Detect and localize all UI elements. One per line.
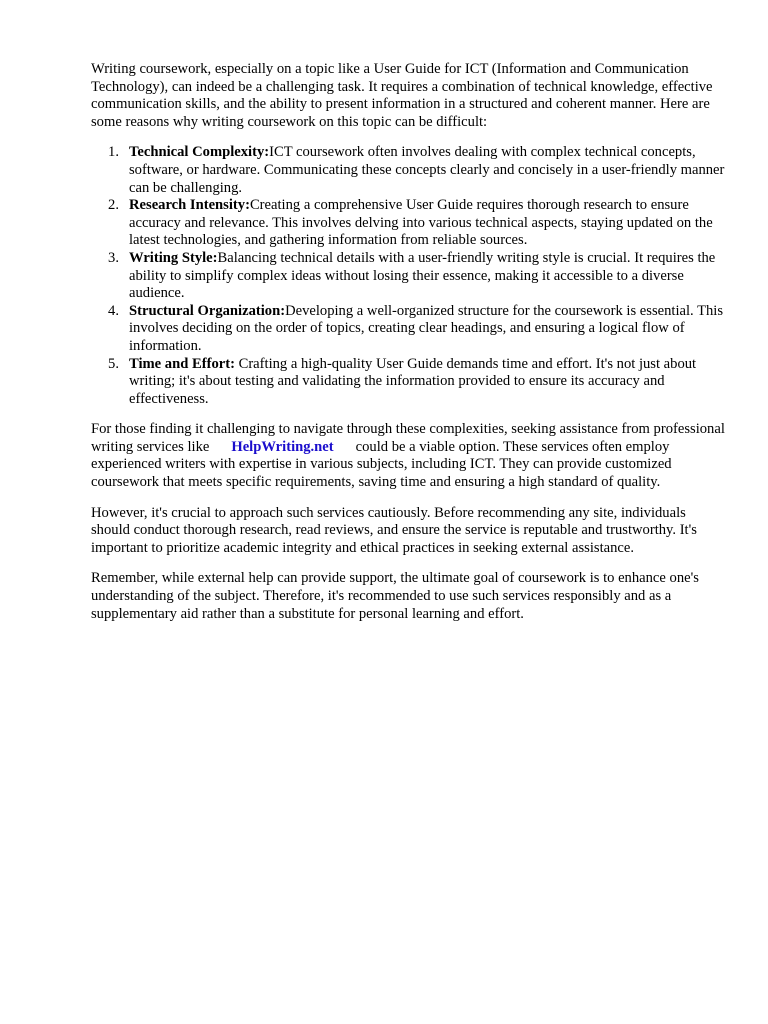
list-item [91,144,727,197]
list-item-title: Time and Effort: [129,355,235,372]
list-item-title: Research Intensity: [129,197,250,214]
intro-paragraph: Writing coursework, especially on a topic like a User Guide for ICT (Information and Communication Technology), can indeed be a challenging task. It requires a combination of technical knowledge, effective communication skills, and the ability to present information in a structured and coherent manner. Here are some reasons why writing coursework on this topic can be difficult: [91,61,713,130]
list-item-title: Technical Complexity: [129,144,270,161]
list-item-number: 2. [108,197,119,214]
list-item-title: Writing Style: [129,249,218,266]
list-item-title: Structural Organization: [129,302,286,319]
helpwriting-link[interactable]: HelpWriting.net [231,438,334,455]
list-item-number: 5. [108,355,119,372]
closing-paragraph: Remember, while external help can provide support, the ultimate goal of coursework is to enhance one's understanding of the subject. Therefore, it's recommended to use such services responsibly and as a supplementary aid rather than a substitute for personal learning and effort. [91,570,699,622]
list-item [91,197,727,250]
list-item-number: 3. [108,249,119,266]
list-item-text: Creating a comprehensive User Guide requires thorough research to ensure accuracy and relevance. This involves delving into various technical aspects, staying updated on the latest technologies, and gathering information from reliable sources. [129,197,713,249]
assistance-paragraph [91,421,727,491]
caution-paragraph: However, it's crucial to approach such services cautiously. Before recommending any site, individuals should conduct thorough research, read reviews, and ensure the service is reputable and trustworthy. It's important to prioritize academic integrity and ethical practices in seeking external assistance. [91,504,697,556]
list-item [91,303,727,356]
list-item-number: 1. [108,144,119,161]
list-item-text: Balancing technical details with a user-friendly writing style is crucial. It requires the ability to simplify complex ideas without losing their essence, making it accessible to a diverse audience. [129,249,716,302]
assistance-text-before: For those finding it challenging to navigate through these complexities, seeking assistance from professional writing services like [91,421,725,455]
list-item-text: ICT coursework often involves dealing with complex technical concepts, software, or hardware. Communicating these concepts clearly and concisely in a user-friendly manner can be challenging. [129,144,725,196]
list-item-text: Crafting a high-quality User Guide demands time and effort. It's not just about writing; it's about testing and validating the information provided to ensure its accuracy and effectiveness. [129,355,697,407]
document-body [91,61,727,636]
list-item [91,356,727,409]
list-item-number: 4. [108,302,119,319]
reasons-list [91,144,727,408]
list-item-text: Developing a well-organized structure for the coursework is essential. This involves deciding on the order of topics, creating clear headings, and ensuring a logical flow of information. [129,302,724,354]
list-item [91,250,727,303]
assistance-text-after: could be a viable option. These services often employ experienced writers with expertise in various subjects, including ICT. They can provide customized coursework that meets specific requirements, saving time and ensuring a high standard of quality. [91,438,672,491]
